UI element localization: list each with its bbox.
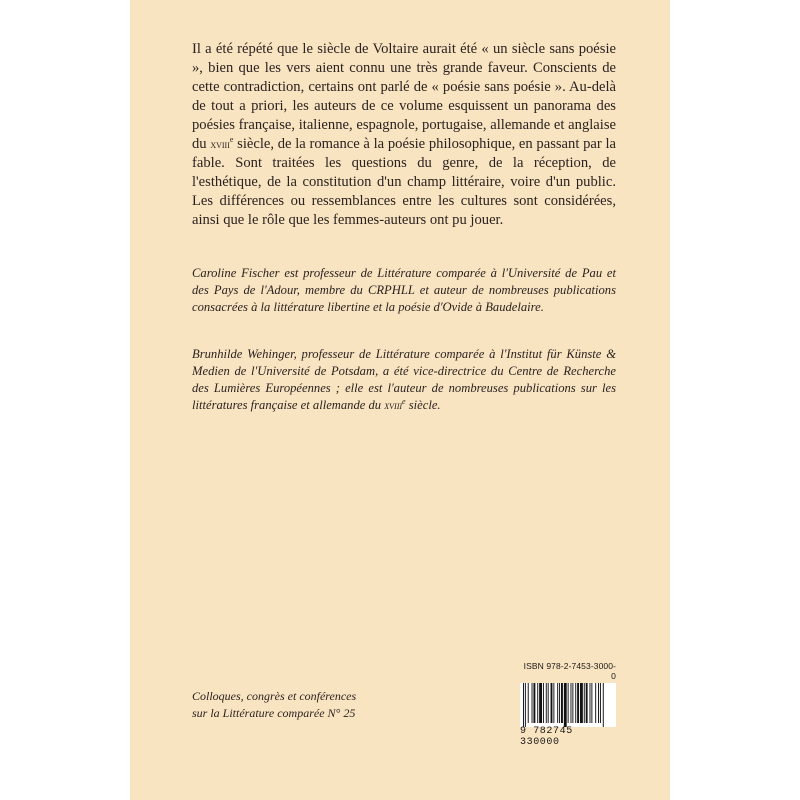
author-bio-fischer: Caroline Fischer est professeur de Littérature comparée à l'Université de Pau et des Pays de l'Adour, membre du CRPHLL et auteur de nombreuses publications consacrées à la littérature libertine et la poésie d'Ovide à Baudelaire. (192, 266, 616, 314)
ean-digits: 9 782745 330000 (520, 726, 573, 748)
series-title (192, 688, 422, 722)
barcode-bars (520, 683, 616, 727)
century-superscript: e (229, 135, 234, 145)
bio2-text-end: siècle. (405, 398, 441, 412)
isbn-barcode (520, 661, 616, 748)
century-numeral: xviii (210, 137, 230, 151)
blurb-text-start: Il a été répété que le siècle de Voltaire aurait été « un siècle sans poésie », bien que les vers aient connu une très grande faveur. Conscients de cette contradiction, certains ont parlé de « poésie sans poésie ». Au-delà de tout a priori, les auteurs de ce volume esquissent un panorama des poésies française, italienne, espagnole, portugaise, allemande et anglaise du (192, 41, 616, 152)
series-line-1: Colloques, congrès et conférences (192, 689, 357, 703)
series-line-2: sur la Littérature comparée N° 25 (192, 706, 356, 720)
bio2-century-superscript: e (402, 396, 406, 406)
blurb-text-end: siècle, de la romance à la poésie philosophique, en passant par la fable. Sont traitées les questions du genre, de la réception, de l'esthétique, de la constitution d'un champ littéraire, voire d'un public. Les différences ou ressemblances entre les cultures sont considérées, ainsi que le rôle que les femmes-auteurs ont pu jouer. (192, 136, 616, 228)
isbn-label: ISBN 978-2-7453-3000-0 (523, 661, 616, 681)
author-bio-wehinger (192, 346, 616, 414)
bio2-text-start: Brunhilde Wehinger, professeur de Littérature comparée à l'Institut für Künste & Medien de l'Université de Potsdam, a été vice-directrice du Centre de Recherche des Lumières Européennes ; elle est l'auteur de nombreuses publications sur les littératures française et allemande du (192, 347, 616, 412)
blurb-paragraph (192, 40, 616, 230)
bio2-century-numeral: xviii (384, 398, 403, 412)
